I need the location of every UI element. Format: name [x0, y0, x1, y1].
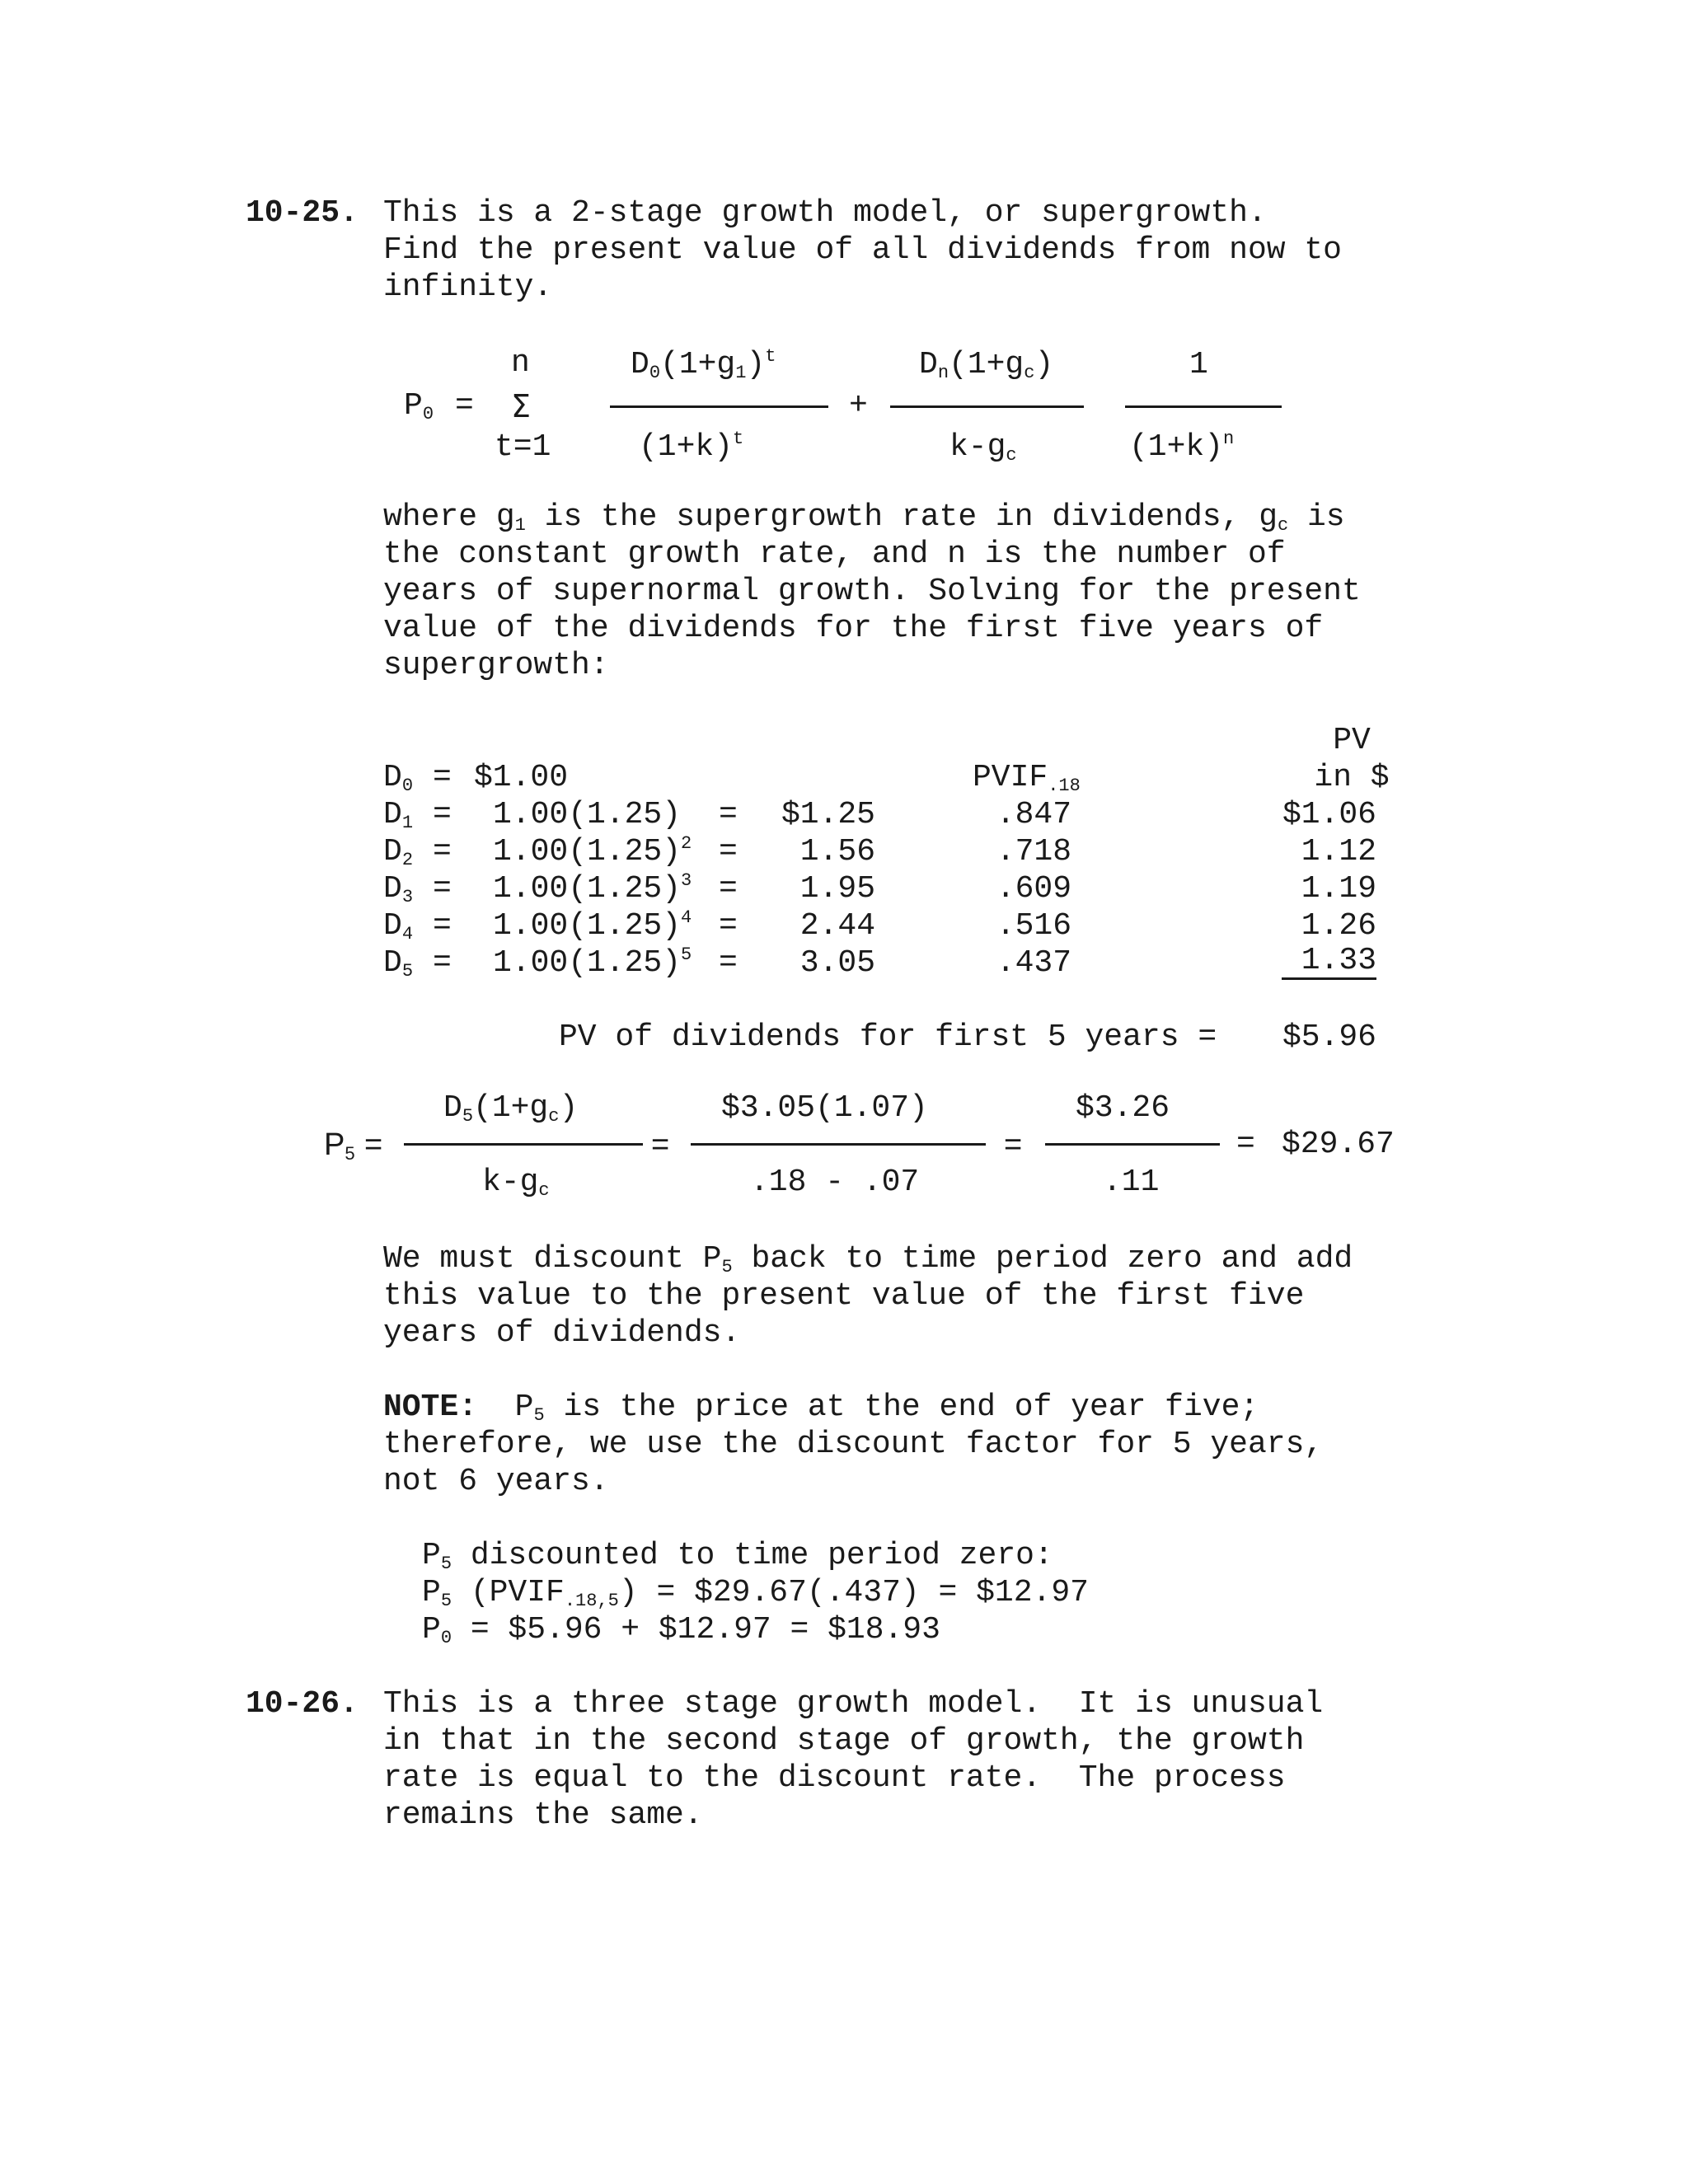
discount-line-1: We must discount $P_5$ back to time period zero and add — [383, 1241, 1353, 1277]
sigma-symbol: Σ — [511, 388, 532, 424]
row-dividend-value: $1.25 — [781, 797, 875, 832]
row-pvif: .437 — [996, 945, 1071, 981]
note-label: NOTE: — [383, 1390, 478, 1425]
final-line-3: $P_0$ = $5.96 + $12.97 = $18.93 — [422, 1612, 940, 1648]
where-line-4: value of the dividends for the first five years of — [383, 611, 1324, 646]
row-pvif: .609 — [996, 871, 1071, 907]
row-label: $D_3$ — [383, 871, 414, 907]
row-expression: $1.00(1.25)^5$ — [493, 944, 692, 981]
plus-sign: + — [849, 388, 868, 424]
intro-line-3: infinity. — [383, 269, 553, 305]
row-label: $D_1$ — [383, 797, 414, 833]
row-equals-2: = — [719, 908, 738, 944]
row-label: $D_5$ — [383, 945, 414, 982]
sigma-lower-limit: t=1 — [495, 429, 551, 465]
row-equals-2: = — [719, 834, 738, 869]
d0-label: $D_0$ — [383, 760, 414, 796]
row-dividend-value: 1.56 — [799, 834, 875, 869]
pvif-header: $PVIF_{.18}$ — [973, 760, 1081, 796]
row-label: $D_4$ — [383, 908, 414, 944]
where-line-1: where $g_1$ is the supergrowth rate in dividends, $g_c$ is — [383, 499, 1345, 536]
p5-equals-2: = — [651, 1127, 670, 1162]
discount-line-2: this value to the present value of the first five — [383, 1278, 1305, 1314]
row-expression: $1.00(1.25)^2$ — [493, 833, 692, 869]
row-equals-2: = — [719, 945, 738, 981]
where-line-2: the constant growth rate, and n is the number of — [383, 537, 1286, 572]
fraction2-numerator: $D_n(1+g_c)$ — [919, 347, 1054, 383]
p5-fraction2-denominator: .18 - .07 — [750, 1165, 920, 1200]
row-pv: 1.12 — [1301, 834, 1376, 869]
p5-equals-4: = — [1236, 1127, 1255, 1162]
fraction1-bar — [610, 405, 828, 408]
p5-fraction3-bar — [1045, 1143, 1220, 1146]
row-equals: = — [433, 908, 452, 944]
row-equals: = — [433, 945, 452, 981]
note-line-1: NOTE: $P_5$ is the price at the end of year five; — [383, 1390, 1259, 1426]
row-equals-2: = — [719, 871, 738, 907]
problem-number-10-25: 10-25. — [246, 195, 359, 231]
pv-header-line-1: PV — [1333, 723, 1371, 758]
fraction2-bar — [890, 405, 1084, 408]
intro-line-2: Find the present value of all dividends from now to — [383, 232, 1342, 268]
p5-fraction3-denominator: .11 — [1103, 1165, 1160, 1200]
row-pvif: .718 — [996, 834, 1071, 869]
row-equals: = — [433, 797, 452, 832]
p0-symbol: $P_0$ — [404, 388, 434, 424]
pv-total-value: $5.96 — [1282, 1019, 1376, 1055]
problem-10-26-line-2: in that in the second stage of growth, the growth — [383, 1723, 1305, 1759]
p5-fraction2-numerator: $3.05(1.07) — [721, 1090, 928, 1126]
fraction3-numerator: 1 — [1189, 347, 1208, 382]
p5-fraction1-bar — [404, 1143, 643, 1146]
row-equals: = — [433, 871, 452, 907]
p5-fraction2-bar — [691, 1143, 986, 1146]
intro-line-1: This is a 2-stage growth model, or supergrowth. — [383, 195, 1267, 231]
problem-10-26-line-1: This is a three stage growth model. It is unusual — [383, 1686, 1324, 1722]
p5-equals: = — [364, 1127, 383, 1162]
p5-fraction1-numerator: $D_5(1+g_c)$ — [443, 1090, 579, 1127]
row-pv: 1.19 — [1301, 871, 1376, 907]
row-dividend-value: 2.44 — [799, 908, 875, 944]
where-line-3: years of supernormal growth. Solving for the present — [383, 574, 1361, 609]
pv-total-label: PV of dividends for first 5 years = — [559, 1019, 1217, 1055]
p5-result: $29.67 — [1282, 1127, 1395, 1162]
row-equals: = — [433, 834, 452, 869]
fraction1-numerator: $D_0(1+g_1)^t$ — [631, 346, 776, 383]
fraction3-denominator: $(1+k)^n$ — [1129, 429, 1235, 465]
fraction2-denominator: $k-g_c$ — [950, 429, 1017, 466]
problem-number-10-26: 10-26. — [246, 1686, 359, 1722]
p5-symbol: $P_5$ — [324, 1127, 355, 1164]
row-pvif: .847 — [996, 797, 1071, 832]
sigma-upper-limit: n — [511, 345, 530, 381]
row-equals-2: = — [719, 797, 738, 832]
row-pv: $1.06 — [1282, 797, 1376, 832]
p0-equals: = — [455, 388, 474, 424]
where-line-5: supergrowth: — [383, 648, 609, 683]
d0-value: $1.00 — [474, 760, 569, 795]
p5-fraction1-denominator: $k-g_c$ — [482, 1165, 550, 1201]
row-pv: 1.33 — [1282, 944, 1376, 980]
row-pv: 1.26 — [1301, 908, 1376, 944]
row-expression: $1.00(1.25)^4$ — [493, 907, 692, 944]
discount-line-3: years of dividends. — [383, 1315, 741, 1351]
row-expression: 1.00(1.25) — [493, 797, 682, 832]
fraction3-bar — [1125, 405, 1282, 408]
problem-10-26-line-3: rate is equal to the discount rate. The process — [383, 1760, 1286, 1796]
problem-10-26-line-4: remains the same. — [383, 1797, 703, 1833]
row-dividend-value: 1.95 — [799, 871, 875, 907]
pv-header-line-2: in $ — [1314, 760, 1390, 795]
p5-fraction3-numerator: $3.26 — [1076, 1090, 1170, 1126]
fraction1-denominator: $(1+k)^t$ — [639, 429, 744, 465]
note-line-2: therefore, we use the discount factor for 5 years, — [383, 1427, 1324, 1462]
p5-equals-3: = — [1004, 1127, 1023, 1162]
row-pvif: .516 — [996, 908, 1071, 944]
final-line-2: $P_5$ $(PVIF_{.18,5})$ = $29.67(.437) = $12.97 — [422, 1575, 1089, 1611]
row-label: $D_2$ — [383, 834, 414, 870]
final-line-1: $P_5$ discounted to time period zero: — [422, 1538, 1053, 1574]
row-dividend-value: 3.05 — [799, 945, 875, 981]
note-line-3: not 6 years. — [383, 1464, 609, 1499]
d0-equals: = — [433, 760, 452, 795]
row-expression: $1.00(1.25)^3$ — [493, 870, 692, 907]
